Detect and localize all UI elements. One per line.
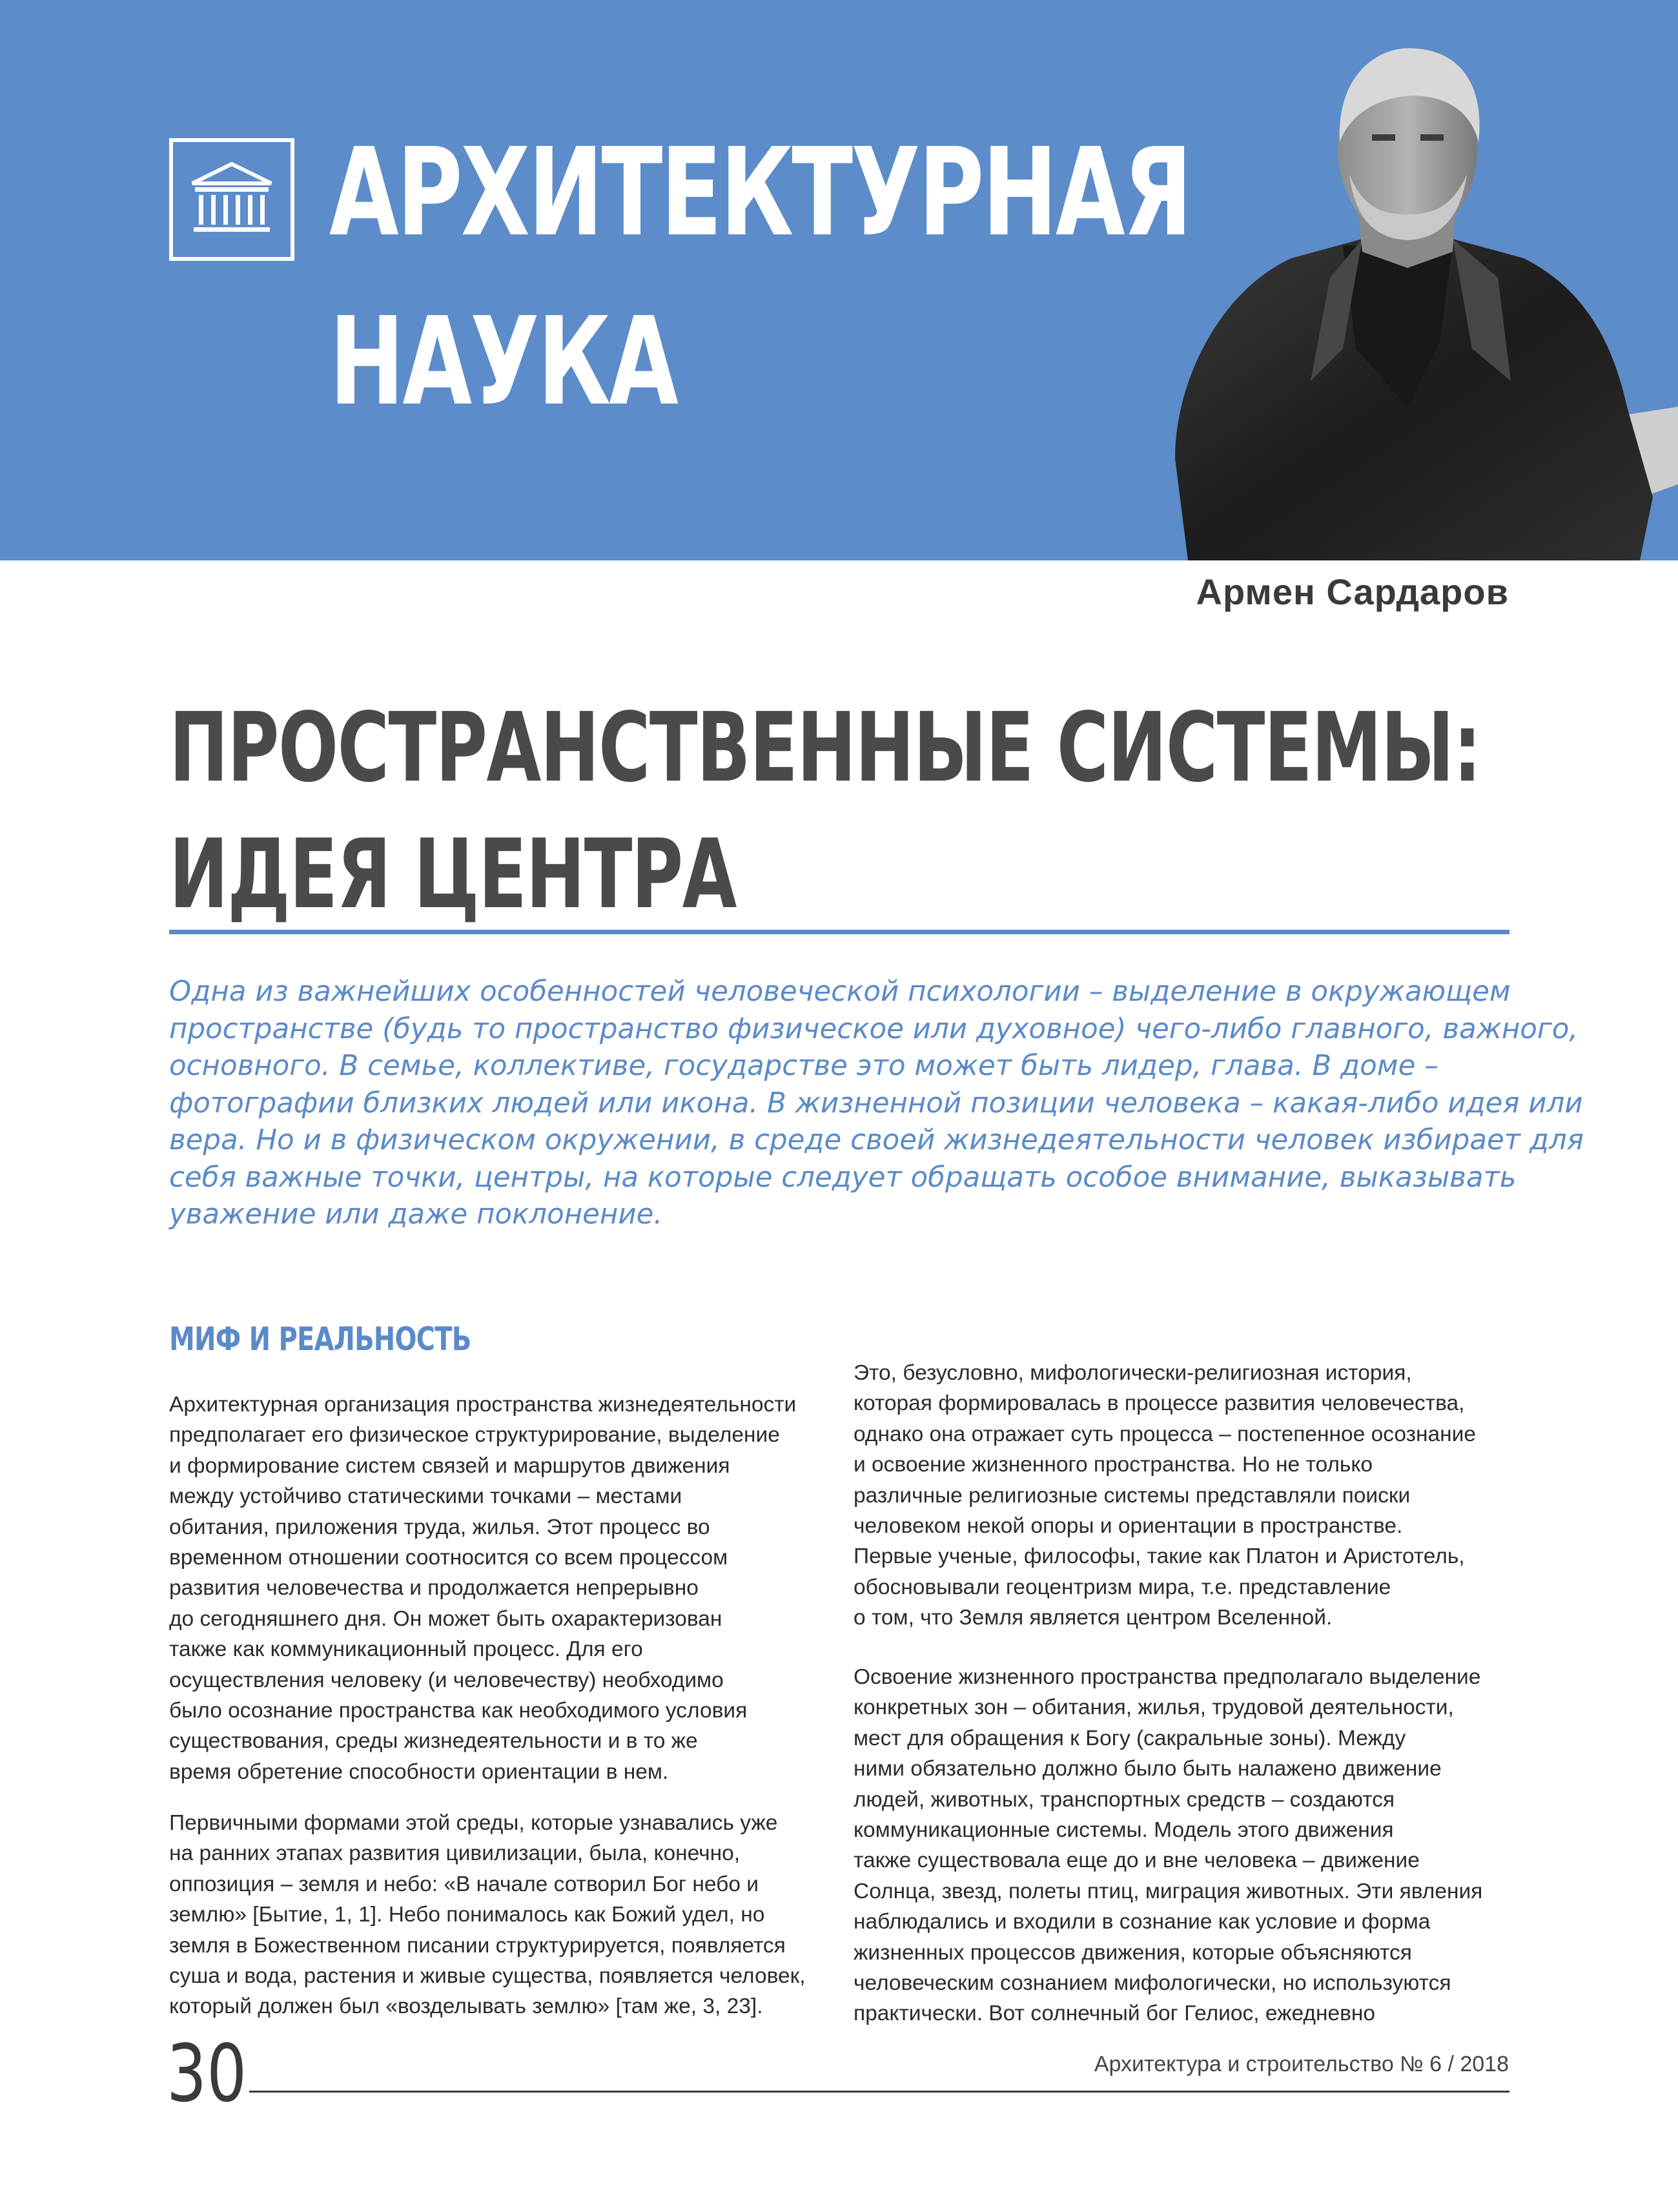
text-line: мест для обращения к Богу (сакральные зоны). Между: [854, 1726, 1406, 1750]
text-line: жизненных процессов движения, которые объясняются: [854, 1940, 1412, 1965]
text-line: и формирование систем связей и маршрутов движения: [169, 1453, 730, 1478]
text-line: предполагает его физическое структурирование, выделение: [169, 1423, 780, 1448]
text-line: наблюдались и входили в сознание как условие и форма: [854, 1910, 1431, 1934]
lead-line: уважение или даже поклонение.: [169, 1198, 663, 1231]
text-line: который должен был «возделывать землю» [там же, 3, 23].: [169, 1994, 763, 2019]
left-column-paragraph-1: [169, 1389, 796, 1787]
text-line: конкретных зон – обитания, жилья, трудовой деятельности,: [854, 1695, 1454, 1720]
text-line: время обретение способности ориентации в нем.: [169, 1759, 669, 1784]
text-line: человеческим сознанием мифологически, но используются: [854, 1971, 1451, 1996]
text-line: обитания, приложения труда, жилья. Этот процесс во: [169, 1515, 710, 1539]
rubric-title: [329, 108, 1191, 447]
text-line: временном отношении соотносится со всем процессом: [169, 1546, 728, 1570]
journal-issue: Архитектура и строительство № 6 / 2018: [1094, 2052, 1509, 2076]
title-divider: [169, 930, 1509, 934]
right-column-paragraph-1: [854, 1358, 1476, 1633]
text-line: которая формировалась в процессе развития человечества,: [854, 1391, 1465, 1416]
text-line: о том, что Земля является центром Вселенной.: [854, 1606, 1333, 1630]
text-line: обосновывали геоцентризм мира, т.е. представление: [854, 1575, 1391, 1599]
text-line: развития человечества и продолжается непрерывно: [169, 1576, 699, 1601]
footer-divider: [249, 2091, 1509, 2093]
lead-line: фотографии близких людей или икона. В жизненной позиции человека – какая-либо идея или: [169, 1087, 1583, 1120]
text-line: Освоение жизненного пространства предполагало выделение: [854, 1665, 1481, 1689]
text-line: оппозиция – земля и небо: «В начале сотворил Бог небо и: [169, 1872, 759, 1896]
lead-paragraph: [169, 974, 1584, 1234]
text-line: Солнца, звезд, полеты птиц, миграция животных. Эти явления: [854, 1879, 1483, 1903]
classical-building-icon: [169, 138, 294, 261]
text-line: было осознание пространства как необходимого условия: [169, 1699, 748, 1723]
section-heading: МИФ И РЕАЛЬНОСТЬ: [169, 1320, 471, 1358]
header-banner: [0, 0, 1678, 560]
rubric-title-line1: АРХИТЕКТУРНАЯ: [329, 122, 1191, 263]
article-title-line1: ПРОСТРАНСТВЕННЫЕ СИСТЕМЫ:: [169, 692, 1481, 803]
text-line: Это, безусловно, мифологически-религиозная история,: [854, 1361, 1412, 1385]
text-line: Архитектурная организация пространства жизнедеятельности: [169, 1393, 797, 1417]
lead-line: Одна из важнейших особенностей человеческой психологии – выделение в окружающем: [169, 976, 1511, 1008]
text-line: и освоение жизненного пространства. Но не только: [854, 1453, 1373, 1477]
text-line: также существовала еще до и вне человека – движение: [854, 1848, 1420, 1873]
text-line: коммуникационные системы. Модель этого движения: [854, 1818, 1394, 1843]
lead-line: себя важные точки, центры, на которые следует обращать особое внимание, выказывать: [169, 1161, 1517, 1194]
text-line: земля в Божественном писании структурируется, появляется: [169, 1933, 786, 1958]
text-line: людей, животных, транспортных средств – создаются: [854, 1787, 1395, 1812]
text-line: землю» [Бытие, 1, 1]. Небо понималось как Божий удел, но: [169, 1903, 765, 1927]
article-title-line2: ИДЕЯ ЦЕНТРА: [169, 819, 737, 930]
lead-line: основного. В семье, коллективе, государстве это может быть лидер, глава. В доме –: [169, 1050, 1438, 1082]
article-title: [169, 684, 1480, 937]
text-line: однако она отражает суть процесса – постепенное осознание: [854, 1422, 1476, 1446]
author-name: Армен Сардаров: [1196, 571, 1509, 612]
text-line: до сегодняшнего дня. Он может быть охарактеризован: [169, 1606, 722, 1631]
author-portrait: [1149, 45, 1678, 560]
right-column-paragraph-2: [854, 1662, 1482, 2029]
text-line: также как коммуникационный процесс. Для его: [169, 1637, 643, 1662]
text-line: Первые ученые, философы, такие как Платон и Аристотель,: [854, 1544, 1465, 1569]
text-line: осуществления человеку (и человечеству) необходимо: [169, 1668, 724, 1692]
text-line: на ранних этапах развития цивилизации, была, конечно,: [169, 1841, 741, 1866]
text-line: практически. Вот солнечный бог Гелиос, ежедневно: [854, 2002, 1376, 2026]
text-line: различные религиозные системы представляли поиски: [854, 1483, 1411, 1508]
text-line: ними обязательно должно было быть налажено движение: [854, 1757, 1442, 1781]
lead-line: пространстве (будь то пространство физическое или духовное) чего-либо главного, важного,: [169, 1012, 1579, 1045]
text-line: существования, среды жизнедеятельности и в то же: [169, 1729, 698, 1754]
page-number: 30: [167, 2028, 247, 2120]
text-line: Первичными формами этой среды, которые узнавались уже: [169, 1811, 778, 1835]
lead-line: вера. Но и в физическом окружении, в среде своей жизнедеятельности человек избирает для: [169, 1124, 1584, 1156]
text-line: человеком некой опоры и ориентации в пространстве.: [854, 1514, 1403, 1539]
text-line: между устойчиво статическими точками – местами: [169, 1484, 682, 1509]
rubric-title-line2: НАУКА: [329, 291, 677, 433]
left-column-paragraph-2: [169, 1808, 806, 2022]
text-line: суша и вода, растения и живые существа, появляется человек,: [169, 1964, 806, 1989]
